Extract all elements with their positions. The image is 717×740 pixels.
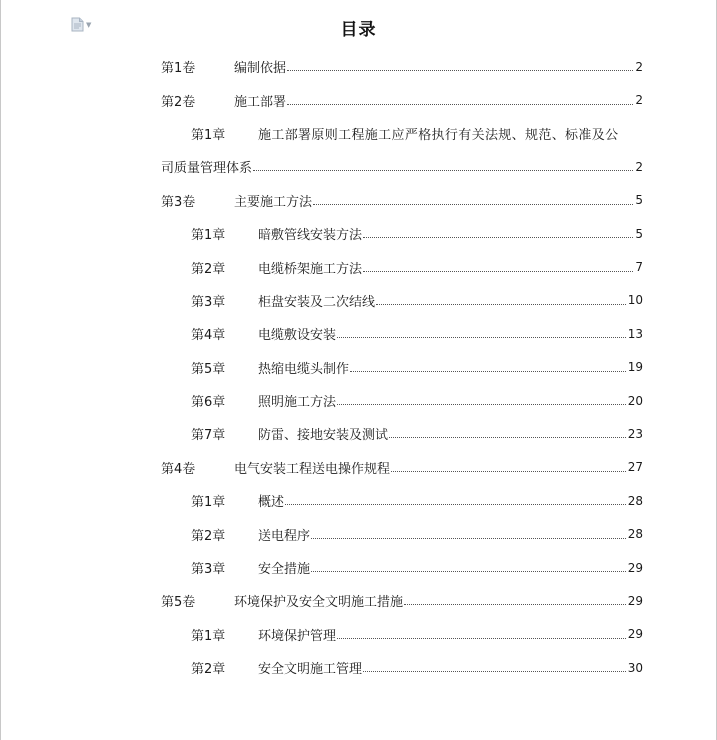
- toc-entry-number: 第3章: [191, 294, 226, 310]
- toc-page-number: 5: [635, 193, 643, 208]
- dot-leader: [285, 504, 626, 505]
- toc-entry-title: 编制依据: [234, 61, 287, 77]
- toc-entry-number: 第2章: [191, 662, 226, 678]
- toc-volume-entry[interactable]: [161, 83, 643, 116]
- dot-leader: [363, 237, 633, 238]
- dot-leader: [287, 104, 633, 105]
- toc-page-number: 2: [635, 93, 643, 108]
- toc-entry-number: 第1章: [191, 628, 226, 644]
- toc-volume-entry[interactable]: [161, 451, 643, 484]
- toc-chapter-entry[interactable]: [161, 317, 643, 350]
- toc-page-number: 29: [627, 593, 643, 608]
- toc-page-number: 23: [627, 426, 643, 441]
- toc-chapter-entry[interactable]: [161, 618, 643, 651]
- table-of-contents: [161, 50, 643, 684]
- dot-leader: [404, 604, 626, 605]
- toc-entry-number: 第2卷: [161, 94, 196, 110]
- toc-chapter-entry[interactable]: [161, 117, 643, 150]
- dot-leader: [337, 337, 626, 338]
- toc-page-number: 7: [635, 260, 643, 275]
- toc-entry-continuation[interactable]: [161, 150, 643, 183]
- toc-chapter-entry[interactable]: [161, 517, 643, 550]
- dot-leader: [337, 638, 626, 639]
- dot-leader: [253, 170, 633, 171]
- toc-entry-title: 司质量管理体系: [161, 161, 253, 177]
- toc-page-number: 10: [627, 293, 643, 308]
- dot-leader: [337, 404, 626, 405]
- toc-page-number: 13: [627, 326, 643, 341]
- toc-entry-title: 环境保护管理: [258, 628, 337, 644]
- dot-leader: [363, 671, 626, 672]
- toc-volume-entry[interactable]: [161, 584, 643, 617]
- dot-leader: [350, 371, 626, 372]
- toc-entry-number: 第5卷: [161, 595, 196, 611]
- toc-entry-number: 第3章: [191, 562, 226, 578]
- toc-page-number: 29: [627, 560, 643, 575]
- toc-entry-title: 照明施工方法: [258, 395, 337, 411]
- toc-chapter-entry[interactable]: [161, 417, 643, 450]
- toc-entry-title: 概述: [258, 495, 285, 511]
- toc-page-number: 28: [627, 493, 643, 508]
- toc-page-number: 19: [627, 360, 643, 375]
- dot-leader: [311, 538, 626, 539]
- toc-page-number: 27: [627, 460, 643, 475]
- toc-entry-number: 第2章: [191, 528, 226, 544]
- toc-entry-title: 电缆桥架施工方法: [258, 261, 363, 277]
- toc-entry-number: 第2章: [191, 261, 226, 277]
- dot-leader: [363, 271, 633, 272]
- toc-entry-number: 第5章: [191, 361, 226, 377]
- page-title: 目录: [340, 20, 377, 40]
- toc-entry-number: 第6章: [191, 395, 226, 411]
- toc-page-number: 30: [627, 660, 643, 675]
- toc-chapter-entry[interactable]: [161, 484, 643, 517]
- toc-chapter-entry[interactable]: [161, 651, 643, 684]
- dot-leader: [391, 471, 626, 472]
- toc-chapter-entry[interactable]: [161, 217, 643, 250]
- dot-leader: [311, 571, 626, 572]
- toc-entry-number: 第4章: [191, 328, 226, 344]
- toc-page-number: 2: [635, 159, 643, 174]
- toc-entry-title: 热缩电缆头制作: [258, 361, 350, 377]
- toc-chapter-entry[interactable]: [161, 250, 643, 283]
- dot-leader: [287, 70, 633, 71]
- toc-entry-number: 第1卷: [161, 61, 196, 77]
- toc-page-number: 20: [627, 393, 643, 408]
- toc-entry-title: 施工部署: [234, 94, 287, 110]
- toc-entry-title: 暗敷管线安装方法: [258, 228, 363, 244]
- toc-entry-title: 电气安装工程送电操作规程: [234, 461, 391, 477]
- toc-entry-title: 安全措施: [258, 562, 311, 578]
- toc-entry-title: 主要施工方法: [234, 194, 313, 210]
- toc-entry-title: 施工部署原则工程施工应严格执行有关法规、规范、标准及公: [258, 127, 619, 143]
- toc-page-number: 29: [627, 627, 643, 642]
- toc-entry-number: 第7章: [191, 428, 226, 444]
- toc-entry-number: 第1章: [191, 495, 226, 511]
- toc-chapter-entry[interactable]: [161, 351, 643, 384]
- toc-chapter-entry[interactable]: [161, 284, 643, 317]
- toc-entry-number: 第1章: [191, 127, 226, 143]
- toc-page-number: 5: [635, 226, 643, 241]
- dot-leader: [376, 304, 626, 305]
- toc-page-number: 28: [627, 527, 643, 542]
- toc-volume-entry[interactable]: [161, 50, 643, 83]
- toc-chapter-entry[interactable]: [161, 384, 643, 417]
- toc-entry-number: 第4卷: [161, 461, 196, 477]
- toc-entry-number: 第3卷: [161, 194, 196, 210]
- toc-entry-title: 送电程序: [258, 528, 311, 544]
- dot-leader: [313, 204, 633, 205]
- toc-page-number: 2: [635, 59, 643, 74]
- dot-leader: [389, 437, 626, 438]
- toc-entry-number: 第1章: [191, 228, 226, 244]
- toc-chapter-entry[interactable]: [161, 551, 643, 584]
- toc-volume-entry[interactable]: [161, 184, 643, 217]
- toc-entry-title: 防雷、接地安装及测试: [258, 428, 389, 444]
- toc-entry-title: 柜盘安装及二次结线: [258, 294, 376, 310]
- toc-entry-title: 安全文明施工管理: [258, 662, 363, 678]
- toc-entry-title: 环境保护及安全文明施工措施: [234, 595, 404, 611]
- toc-entry-title: 电缆敷设安装: [258, 328, 337, 344]
- chevron-down-icon: ▼: [86, 20, 92, 29]
